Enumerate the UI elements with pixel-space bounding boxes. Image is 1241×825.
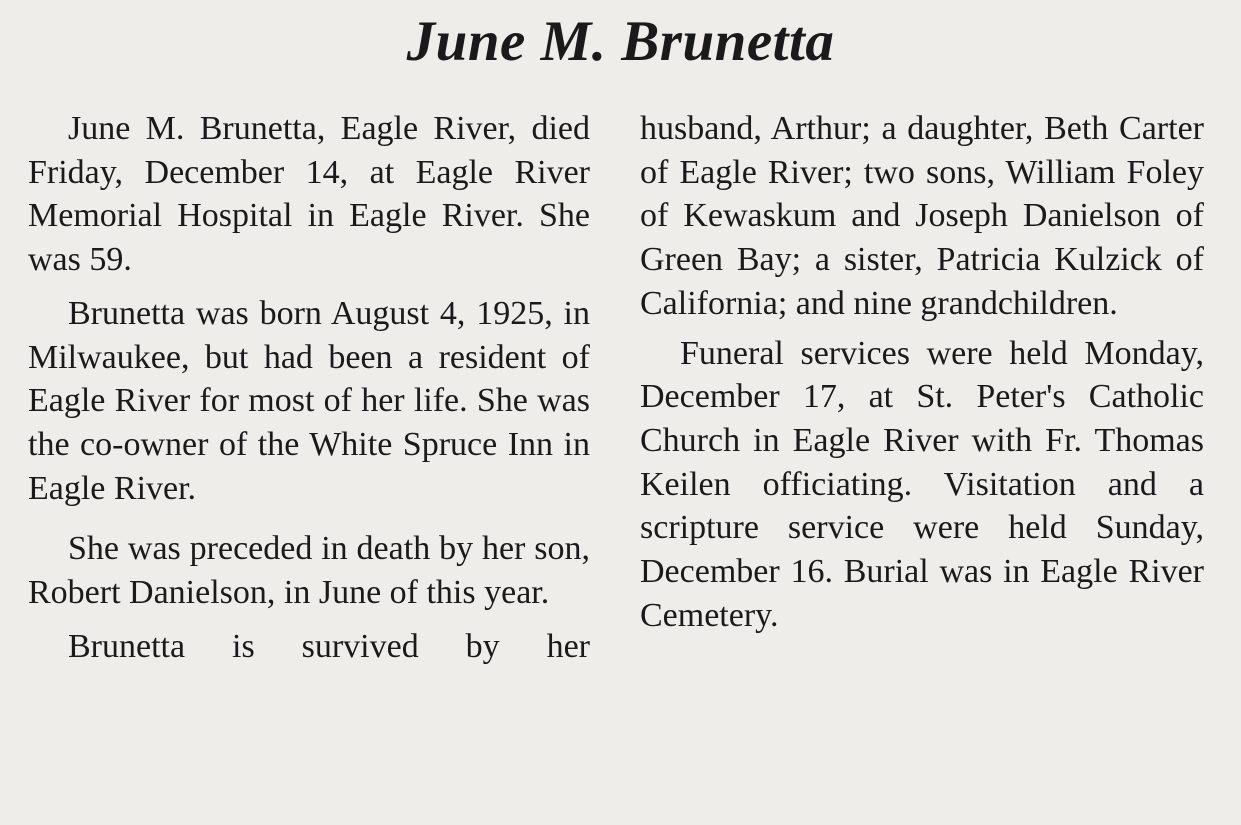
paragraph-death-notice: June M. Brunetta, Eagle River, died Friday, December 14, at Eagle River Memorial Hospital in Eagle River. She was 59. [28,110,590,279]
paragraph-biography: Brunetta was born August 4, 1925, in Milwaukee, but had been a resident of Eagle River for most of her life. She was the co-owner of the White Spruce Inn in Eagle River. [28,294,590,507]
left-column [28,107,590,668]
right-column [640,107,1204,637]
paragraph-funeral-services: Funeral services were held Monday, December 17, at St. Peter's Catholic Church in Eagle River with Fr. Thomas Keilen officiating. Visitation and a scripture service were held Sunday, December 16. Burial was in Eagle River Cemetery. [640,334,1204,634]
paragraph-survivors-continued: husband, Arthur; a daughter, Beth Carter of Eagle River; two sons, William Foley of Kewaskum and Joseph Danielson of Green Bay; a sister, Patricia Kulzick of California; and nine grandchildren. [640,110,1204,322]
paragraph-preceded-in-death: She was preceded in death by her son, Robert Danielson, in June of this year. [28,530,590,612]
obituary-title: June M. Brunetta [406,10,835,73]
paragraph-survivors-start: Brunetta is survived by her [68,627,590,665]
